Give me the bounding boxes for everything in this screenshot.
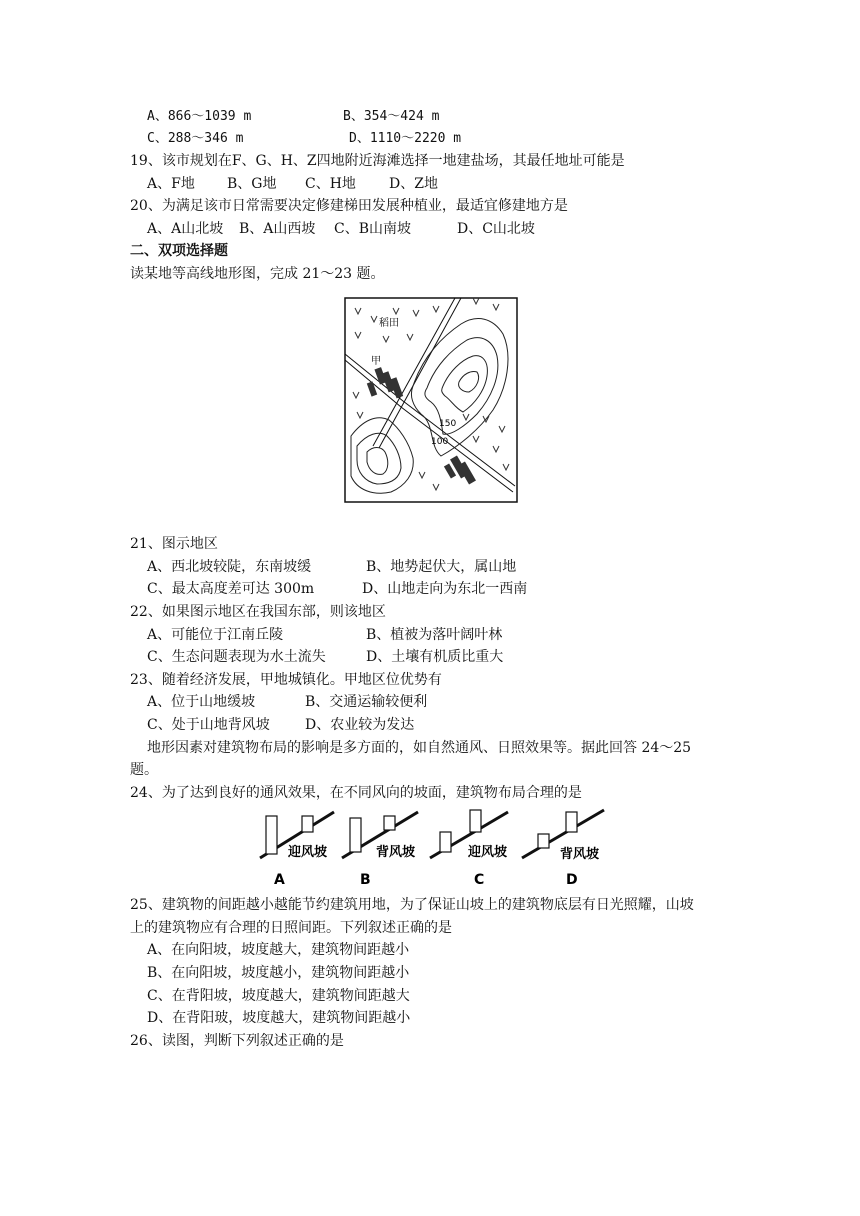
q25-option-d: D、在背阳玻，坡度越大，建筑物间距越小 — [147, 1010, 411, 1026]
q18-option-d: D、1110～2220 m — [349, 131, 462, 146]
q19-stem: 19、该市规划在F、G、H、Z四地附近海滩选择一地建盐场，其最任地址可能是 — [130, 153, 625, 169]
q24-slope-label-a: 迎风坡 — [288, 845, 328, 860]
q18-option-b: B、354～424 m — [343, 109, 440, 124]
q23-option-a: A、位于山地缓坡 — [147, 694, 256, 710]
q21-stem: 21、图示地区 — [130, 536, 218, 552]
q22-stem: 22、如果图示地区在我国东部，则该地区 — [130, 604, 386, 620]
passage-line-2: 题。 — [130, 762, 158, 778]
q20-stem: 20、为满足该市日常需要决定修建梯田发展种植业，最适宜修建地方是 — [130, 198, 568, 214]
q22-option-a: A、可能位于江南丘陵 — [147, 627, 284, 643]
q19-option-d: D、Z地 — [389, 176, 438, 192]
q24-letter-b: B — [360, 872, 371, 888]
section-intro: 读某地等高线地形图，完成 21～23 题。 — [130, 266, 385, 282]
q21-option-d: D、山地走向为东北一西南 — [362, 581, 528, 597]
q20-option-a: A、A山北坡 — [147, 221, 224, 237]
q24-panel-b — [342, 812, 418, 888]
q20-option-c: C、B山南坡 — [334, 221, 411, 237]
q24-letter-a: A — [274, 872, 285, 888]
q21-option-a: A、西北坡较陡，东南坡缓 — [147, 559, 312, 575]
map-label-paddy: 稻田 — [379, 318, 399, 329]
q25-option-c: C、在背阳坡，坡度越大，建筑物间距越大 — [147, 988, 410, 1004]
q24-letter-c: C — [474, 872, 485, 888]
q24-panel-c — [430, 810, 508, 888]
q23-stem: 23、随着经济发展，甲地城镇化。甲地区位优势有 — [130, 672, 442, 688]
q20-option-b: B、A山西坡 — [239, 221, 316, 237]
section-title: 二、双项选择题 — [130, 243, 228, 259]
q24-slope-label-b: 背风坡 — [376, 845, 416, 860]
q20-option-d: D、C山北坡 — [457, 221, 535, 237]
q24-letter-d: D — [566, 872, 578, 888]
q24-slope-label-d: 背风坡 — [560, 847, 600, 862]
contour-map — [343, 296, 519, 504]
q24-panel-d — [522, 810, 604, 888]
q22-option-b: B、植被为落叶阔叶林 — [366, 627, 503, 643]
q25-stem-line-2: 上的建筑物应有合理的日照间距。下列叙述正确的是 — [130, 920, 452, 936]
q24-slope-diagram — [252, 808, 608, 888]
q25-stem-line-1: 25、建筑物的间距越小越能节约建筑用地，为了保证山坡上的建筑物底层有日光照耀，山坡 — [130, 897, 694, 913]
q21-option-b: B、地势起伏大，属山地 — [366, 559, 517, 575]
q24-stem: 24、为了达到良好的通风效果，在不同风向的坡面，建筑物布局合理的是 — [130, 785, 582, 801]
q25-option-a: A、在向阳坡，坡度越大，建筑物间距越小 — [147, 942, 410, 958]
q19-option-b: B、G地 — [227, 176, 277, 192]
q23-option-d: D、农业较为发达 — [305, 717, 415, 733]
q18-option-c: C、288～346 m — [147, 131, 244, 146]
q18-option-a: A、866～1039 m — [147, 109, 252, 124]
q23-option-b: B、交通运输较便利 — [305, 694, 428, 710]
q19-option-c: C、H地 — [305, 176, 356, 192]
passage-line-1: 地形因素对建筑物布局的影响是多方面的，如自然通风、日照效果等。据此回答 24～25 — [147, 740, 692, 756]
q22-option-d: D、土壤有机质比重大 — [366, 649, 504, 665]
map-label-jia: 甲 — [371, 356, 381, 367]
contour-label-150: 150 — [439, 419, 457, 429]
q25-option-b: B、在向阳坡，坡度越小，建筑物间距越小 — [147, 965, 410, 981]
q24-slope-label-c: 迎风坡 — [468, 845, 508, 860]
q23-option-c: C、处于山地背风坡 — [147, 717, 270, 733]
q22-option-c: C、生态问题表现为水土流失 — [147, 649, 326, 665]
q19-option-a: A、F地 — [147, 176, 195, 192]
q21-option-c: C、最太高度差可达 300m — [147, 581, 315, 597]
contour-label-100: 100 — [431, 437, 449, 447]
q26-stem: 26、读图，判断下列叙述正确的是 — [130, 1033, 344, 1049]
q24-panel-a — [260, 812, 334, 888]
